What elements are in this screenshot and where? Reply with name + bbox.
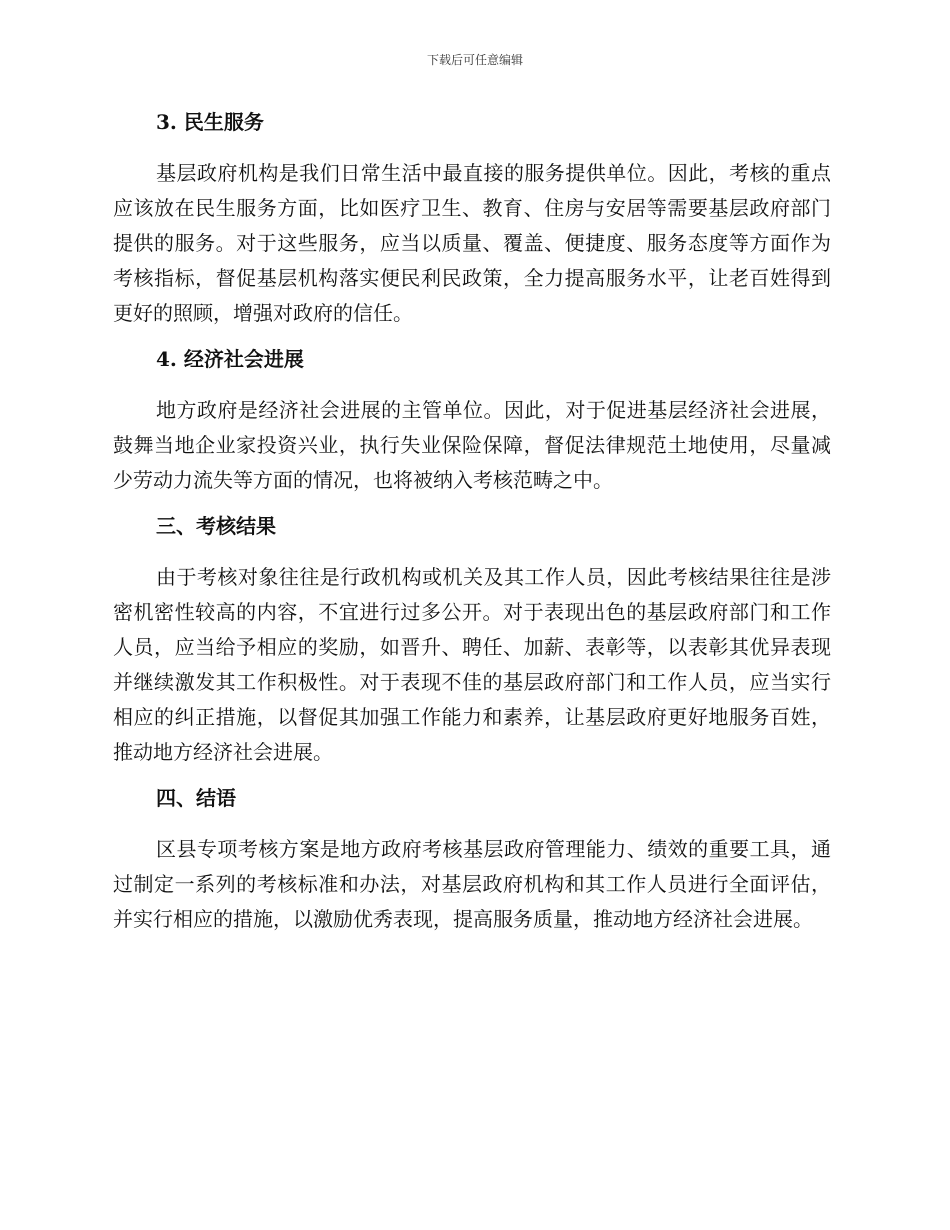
section-heading-assessment-results: 三、考核结果 bbox=[156, 514, 276, 538]
section-paragraph-minsheng-service: 基层政府机构是我们日常生活中最直接的服务提供单位。因此，考核的重点应该放在民生服务方面，比如医疗卫生、教育、住房与安居等需要基层政府部门提供的服务。对于这些服务，应当以质量、覆盖、便捷度、服务态度等方面作为考核指标，督促基层机构落实便民利民政策，全力提高服务水平，让老百姓得到更好的照顾，增强对政府的信任。 bbox=[113, 161, 831, 325]
document-body bbox=[113, 108, 831, 937]
section-heading-economic-social: 4. 经济社会进展 bbox=[156, 347, 304, 371]
section-paragraph-economic-social: 地方政府是经济社会进展的主管单位。因此，对于促进基层经济社会进展，鼓舞当地企业家投资兴业，执行失业保险保障，督促法律规范土地使用，尽量减少劳动力流失等方面的情况，也将被纳入考核范畴之中。 bbox=[113, 398, 831, 492]
section-paragraph-assessment-results: 由于考核对象往往是行政机构或机关及其工作人员，因此考核结果往往是涉密机密性较高的内容，不宜进行过多公开。对于表现出色的基层政府部门和工作人员，应当给予相应的奖励，如晋升、聘任、加薪、表彰等，以表彰其优异表现并继续激发其工作积极性。对于表现不佳的基层政府部门和工作人员，应当实行相应的纠正措施，以督促其加强工作能力和素养，让基层政府更好地服务百姓，推动地方经济社会进展。 bbox=[113, 565, 831, 764]
section-paragraph-conclusion: 区县专项考核方案是地方政府考核基层政府管理能力、绩效的重要工具，通过制定一系列的考核标准和办法，对基层政府机构和其工作人员进行全面评估，并实行相应的措施，以激励优秀表现，提高服务质量，推动地方经济社会进展。 bbox=[113, 837, 831, 931]
section-heading-conclusion: 四、结语 bbox=[156, 786, 236, 810]
page-header: 下载后可任意编辑 bbox=[426, 53, 523, 67]
section-heading-minsheng-service: 3. 民生服务 bbox=[156, 110, 264, 134]
